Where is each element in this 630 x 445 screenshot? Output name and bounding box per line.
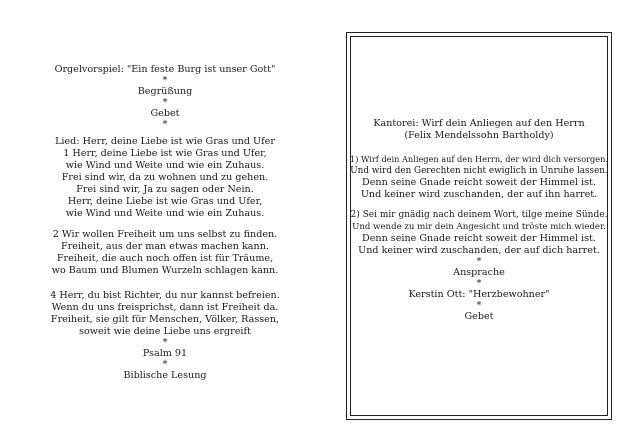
right-page [330,0,630,445]
verse1-line: 1 Herr, deine Liebe ist wie Gras und Ufer, [63,148,267,159]
stanza1-line: 1) Wirf dein Anliegen auf den Herrn, der wird dich versorgen. [350,154,608,164]
prayer-line: Gebet [150,108,180,119]
opening-section [10,64,320,130]
verse4-line: soweit wie deine Liebe uns ergreift [79,326,251,337]
stanza2-line: Und wende zu mir dein Angesicht und tröste mich wieder. [352,222,606,232]
verse2-section [10,229,320,277]
song-line: Kerstin Ott: "Herzbewohner" [408,289,550,300]
separator-star: * [476,300,482,311]
verse4-line: Freiheit, sie gilt für Menschen, Völker, Rassen, [50,314,280,325]
psalm-line: Psalm 91 [142,348,188,359]
verse4-line: Wenn du uns freisprichst, dann ist Freiheit da. [51,302,279,313]
composer-line: (Felix Mendelssohn Bartholdy) [404,130,554,141]
address-line: Ansprache [453,267,505,278]
verse1-line: wie Wind und Weite und wie ein Zuhaus. [65,160,265,171]
separator-star: * [476,256,482,267]
stanza1-section [350,153,608,201]
stanza1-line: Und keiner wird zuschanden, der auf ihn harret. [360,189,598,200]
verse1-line: wie Wind und Weite und wie ein Zuhaus. [65,208,265,219]
song-title: Lied: Herr, deine Liebe ist wie Gras und Ufer [55,136,275,147]
verse1-line: Frei sind wir, Ja zu sagen oder Nein. [76,184,254,195]
stanza2-line: Denn seine Gnade reicht soweit der Himmel ist. [362,233,596,244]
separator-star: * [162,75,168,86]
organ-prelude-line: Orgelvorspiel: "Ein feste Burg ist unser Gott" [54,64,276,75]
verse2-line: Freiheit, aus der man etwas machen kann. [61,241,269,252]
reading-line: Biblische Lesung [123,370,207,381]
verse4-line: 4 Herr, du bist Richter, du nur kannst befreien. [50,290,280,301]
verse2-line: 2 Wir wollen Freiheit um uns selbst zu finden. [52,229,278,240]
separator-star: * [476,278,482,289]
verse2-line: Freiheit, die auch noch offen ist für Träume, [56,253,274,264]
separator-star: * [162,337,168,348]
verse2-line: wo Baum und Blumen Wurzeln schlagen kann. [51,265,279,276]
stanza2-line: 2) Sei mir gnädig nach deinem Wort, tilge meine Sünde. [350,210,608,220]
stanza1-line: Denn seine Gnade reicht soweit der Himmel ist. [362,177,596,188]
prayer-line: Gebet [464,311,494,322]
song-section [10,136,320,220]
verse4-section [10,290,320,382]
separator-star: * [162,359,168,370]
verse1-line: Frei sind wir, da zu wohnen und zu gehen. [61,172,269,183]
stanza2-line: Und keiner wird zuschanden, der auf dich harret. [358,245,600,256]
choir-title: Kantorei: Wirf dein Anliegen auf den Herrn [373,118,585,129]
separator-star: * [162,119,168,130]
greeting-line: Begrüßung [137,86,193,97]
verse1-line: Herr, deine Liebe ist wie Gras und Ufer, [67,196,263,207]
stanza2-section [350,209,608,323]
separator-star: * [162,97,168,108]
choir-section [350,118,608,142]
stanza1-line: Und wird den Gerechten nicht ewiglich in Unruhe lassen. [350,166,608,176]
